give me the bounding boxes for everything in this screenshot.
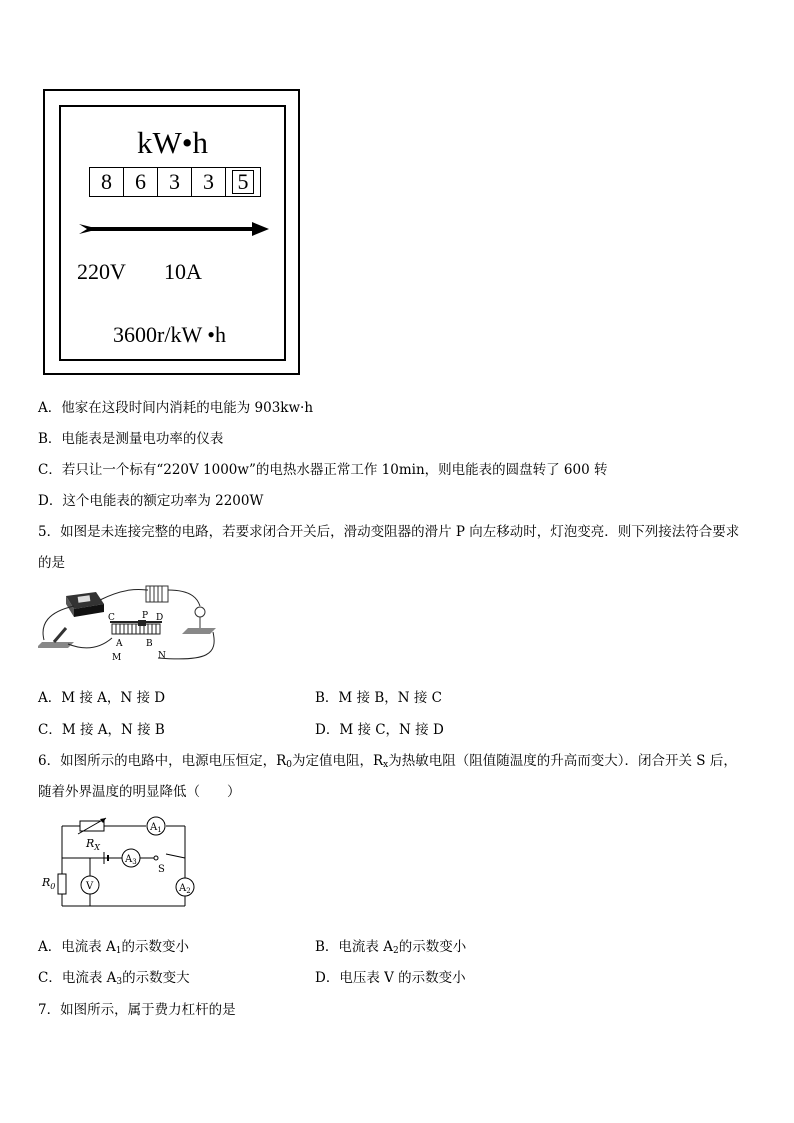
meter-constant: 3600r/kW •h [113, 322, 227, 347]
q5-option-a: A．M 接 A，N 接 D [38, 690, 166, 706]
meter-digit: 3 [192, 168, 226, 196]
ammeter-icon [66, 592, 104, 617]
label-p: P [142, 611, 149, 621]
q5-option-b: B．M 接 B，N 接 C [315, 690, 442, 706]
q4-option-b: B．电能表是测量电功率的仪表 [38, 431, 224, 447]
electric-meter-figure [43, 89, 300, 375]
q6-option-c: C．电流表 $A_3$的示数变大 [38, 970, 190, 987]
label-c: C [108, 613, 115, 623]
q5-stem-line2: 的是 [38, 555, 65, 571]
battery-icon [146, 586, 168, 602]
meter-voltage: 220V [77, 259, 126, 284]
q7-stem: 7．如图所示，属于费力杠杆的是 [38, 1002, 236, 1018]
label-r0: $R_0$ [42, 876, 56, 891]
q6-stem-line2: 随着外界温度的明显降低（ ） [38, 784, 241, 800]
q6-option-d: D．电压表 V 的示数变小 [315, 970, 466, 986]
q4-option-d: D．这个电能表的额定功率为 2200W [38, 493, 264, 509]
q6-circuit-figure [40, 814, 200, 914]
q5-option-c: C．M 接 A，N 接 B [38, 722, 165, 738]
arrow-icon [77, 221, 272, 237]
label-b: B [146, 639, 153, 649]
meter-digit: 8 [90, 168, 124, 196]
label-m: M [112, 653, 122, 663]
label-a1: $A_1$ [150, 822, 162, 834]
q5-option-d: D．M 接 C，N 接 D [315, 722, 444, 738]
q6-option-a: A．电流表 $A_1$的示数变小 [38, 939, 190, 956]
q4-option-c: C．若只让一个标有“220V 1000w”的电热水器正常工作 10min，则电能表的圆盘转了 600 转 [38, 462, 608, 478]
meter-face [59, 105, 286, 361]
label-a2: $A_2$ [179, 883, 191, 895]
rheostat-icon [110, 620, 162, 634]
meter-digits [89, 167, 261, 197]
label-d: D [156, 613, 164, 623]
q6-option-b: B．电流表 $A_2$的示数变小 [315, 939, 467, 956]
label-rx: $R_X$ [86, 837, 100, 852]
label-v: V [86, 881, 94, 892]
label-s: S [158, 864, 165, 875]
meter-digit: 3 [158, 168, 192, 196]
q4-option-a: A．他家在这段时间内消耗的电能为 903kw·h [38, 400, 314, 416]
label-n: N [158, 651, 166, 661]
label-a3: $A_3$ [125, 854, 137, 866]
q6-stem-line1: 6．如图所示的电路中，电源电压恒定，$R_0$为定值电阻，$R_x$为热敏电阻（阻值随温度的升高而变大）．闭合开关 S 后， [38, 753, 737, 770]
meter-digit-decimal: 5 [226, 168, 260, 196]
q5-stem-line1: 5．如图是未连接完整的电路，若要求闭合开关后，滑动变阻器的滑片 P 向左移动时，灯泡变亮．则下列接法符合要求 [38, 524, 740, 540]
meter-digit: 6 [124, 168, 158, 196]
q5-circuit-figure [38, 584, 220, 666]
bulb-icon [182, 607, 216, 634]
label-a: A [116, 639, 123, 649]
meter-current: 10A [164, 259, 202, 284]
meter-unit: kW•h [136, 125, 209, 160]
